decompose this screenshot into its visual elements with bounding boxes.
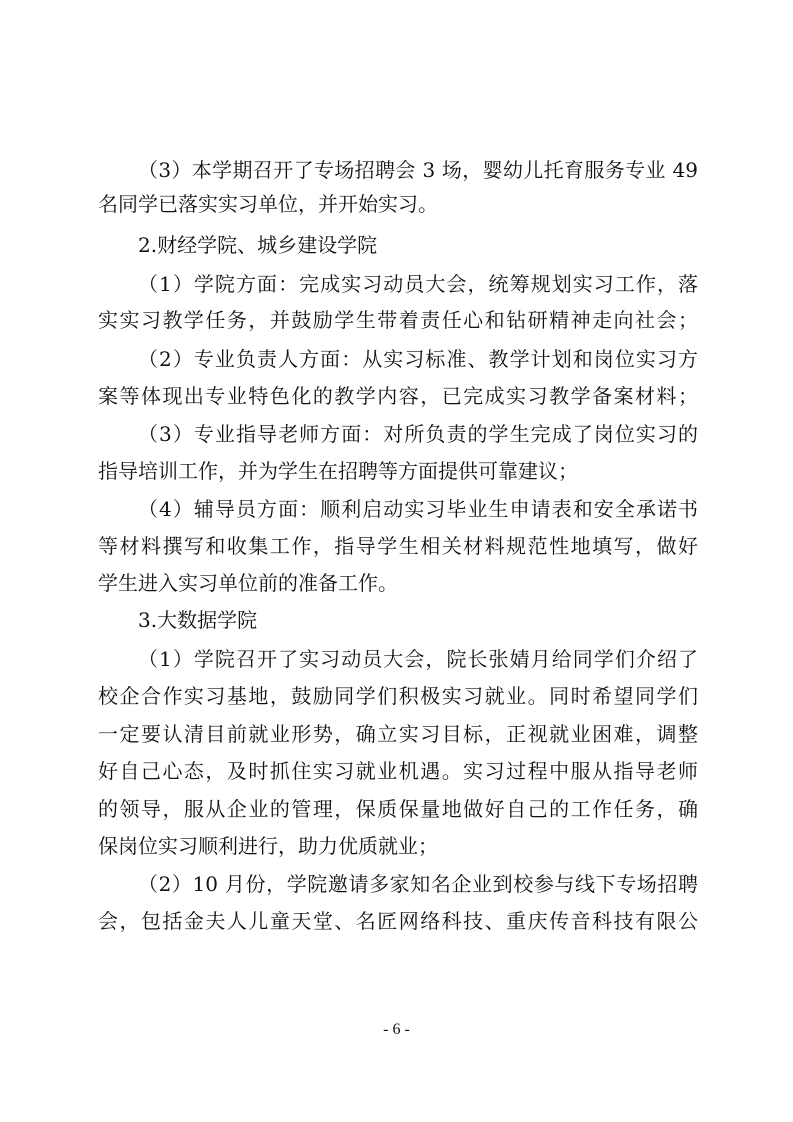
paragraph-line: （3）本学期召开了专场招聘会 3 场，婴幼儿托育服务专业 49 — [138, 158, 698, 182]
paragraph-line: （2）10 月份，学院邀请多家知名企业到校参与线下专场招聘 — [138, 872, 698, 896]
paragraph-line: 好自己心态，及时抓住实习就业机遇。实习过程中服从指导老师 — [98, 759, 698, 783]
paragraph-line: 案等体现出专业特色化的教学内容，已完成实习教学备案材料； — [98, 384, 698, 408]
paragraph-line: 会，包括金夫人儿童天堂、名匠网络科技、重庆传音科技有限公 — [98, 909, 698, 933]
paragraph-line: 的领导，服从企业的管理，保质保量地做好自己的工作任务，确 — [98, 797, 698, 821]
paragraph-line: （1）学院方面：完成实习动员大会，统筹规划实习工作，落 — [138, 272, 698, 296]
section-heading: 2.财经学院、城乡建设学院 — [138, 233, 378, 257]
paragraph-line: 等材料撰写和收集工作，指导学生相关材料规范性地填写，做好 — [98, 534, 698, 558]
paragraph-line: 名同学已落实实习单位，并开始实习。 — [98, 192, 438, 216]
paragraph-line: 实实习教学任务，并鼓励学生带着责任心和钻研精神走向社会； — [98, 308, 698, 332]
paragraph-line: （1）学院召开了实习动员大会，院长张婧月给同学们介绍了 — [138, 647, 698, 671]
paragraph-line: （4）辅导员方面：顺利启动实习毕业生申请表和安全承诺书 — [138, 497, 698, 521]
paragraph-line: （2）专业负责人方面：从实习标准、教学计划和岗位实习方 — [138, 347, 698, 371]
paragraph-line: 保岗位实习顺利进行，助力优质就业； — [98, 834, 438, 858]
paragraph-line: （3）专业指导老师方面：对所负责的学生完成了岗位实习的 — [138, 422, 698, 446]
paragraph-line: 指导培训工作，并为学生在招聘等方面提供可靠建议； — [98, 459, 578, 483]
paragraph-line: 学生进入实习单位前的准备工作。 — [98, 571, 398, 595]
page-number: - 6 - — [383, 1021, 410, 1038]
paragraph-line: 校企合作实习基地，鼓励同学们积极实习就业。同时希望同学们 — [98, 684, 698, 708]
paragraph-line: 一定要认清目前就业形势，确立实习目标，正视就业困难，调整 — [98, 722, 698, 746]
section-heading: 3.大数据学院 — [138, 608, 258, 632]
